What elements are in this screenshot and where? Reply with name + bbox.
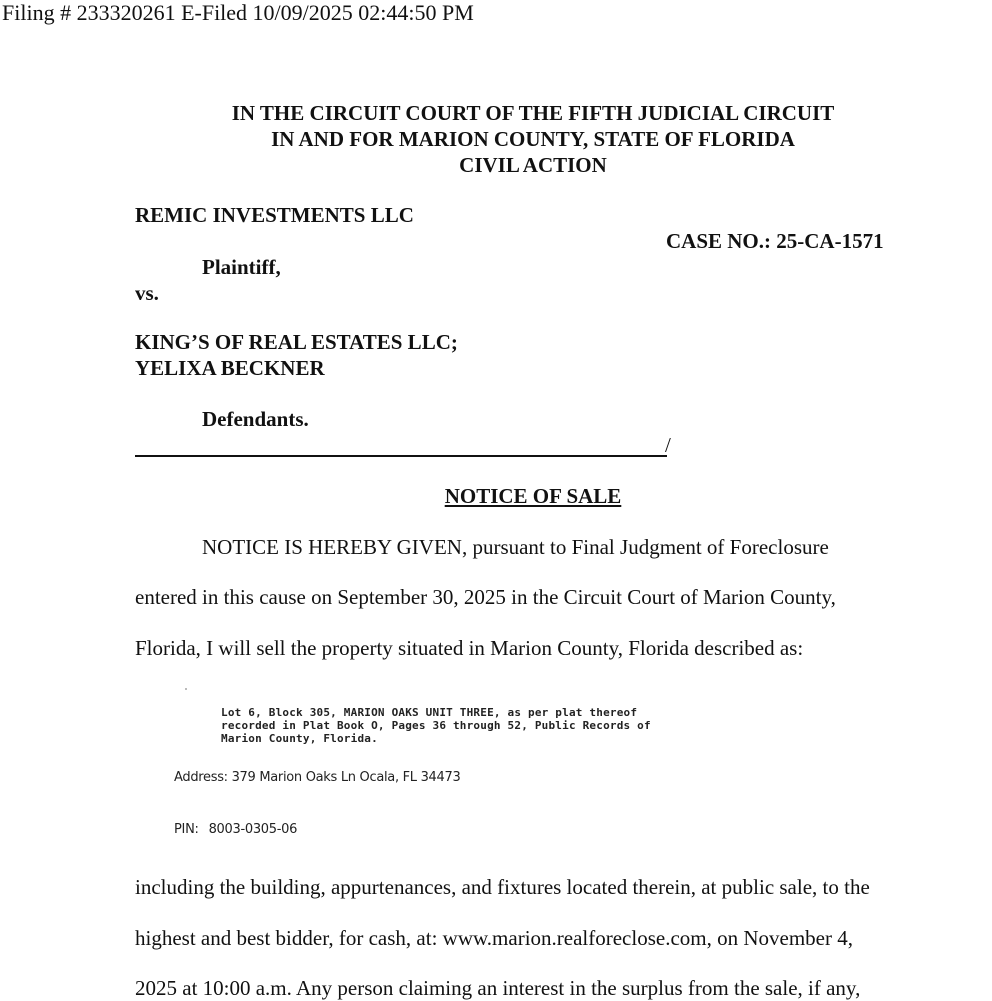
property-address: Address: 379 Marion Oaks Ln Ocala, FL 34473	[174, 770, 461, 785]
caption-slash: /	[665, 433, 671, 457]
versus-label: vs.	[135, 281, 159, 305]
plaintiff-label: Plaintiff,	[202, 255, 281, 279]
legal-description-line-2: recorded in Plat Book O, Pages 36 through 52, Public Records of	[221, 719, 651, 732]
court-heading-line-1: IN THE CIRCUIT COURT OF THE FIFTH JUDICIAL CIRCUIT	[231, 101, 835, 125]
paragraph-2-line-3: 2025 at 10:00 a.m. Any person claiming an interest in the surplus from the sale, if any,	[135, 976, 861, 1000]
defendant-name-1: KING’S OF REAL ESTATES LLC;	[135, 330, 458, 354]
paragraph-1-line-2: entered in this cause on September 30, 2025 in the Circuit Court of Marion County,	[135, 585, 836, 609]
paragraph-1-line-3: Florida, I will sell the property situated in Marion County, Florida described as:	[135, 636, 804, 660]
defendants-label: Defendants.	[202, 407, 309, 431]
paragraph-2-line-1: including the building, appurtenances, and fixtures located therein, at public sale, to the	[135, 875, 870, 899]
notice-title: NOTICE OF SALE	[444, 484, 622, 508]
legal-description-line-3: Marion County, Florida.	[221, 732, 378, 745]
court-heading-line-2: IN AND FOR MARION COUNTY, STATE OF FLORIDA	[271, 127, 795, 151]
paragraph-1-line-1: NOTICE IS HEREBY GIVEN, pursuant to Final Judgment of Foreclosure	[202, 535, 829, 559]
pin-label: PIN:	[174, 822, 199, 837]
legal-description-line-1: Lot 6, Block 305, MARION OAKS UNIT THREE, as per plat thereof	[221, 706, 638, 719]
caption-divider	[135, 455, 667, 457]
plaintiff-name: REMIC INVESTMENTS LLC	[135, 203, 414, 227]
defendant-name-2: YELIXA BECKNER	[135, 356, 325, 380]
case-number: CASE NO.: 25-CA-1571	[666, 229, 884, 253]
pin-line	[174, 822, 297, 838]
scan-speck	[185, 688, 187, 690]
court-heading-line-3: CIVIL ACTION	[459, 153, 607, 177]
filing-header: Filing # 233320261 E-Filed 10/09/2025 02:44:50 PM	[2, 0, 474, 25]
pin-value: 8003-0305-06	[208, 822, 298, 837]
paragraph-2-line-2: highest and best bidder, for cash, at: www.marion.realforeclose.com, on November 4,	[135, 926, 853, 950]
